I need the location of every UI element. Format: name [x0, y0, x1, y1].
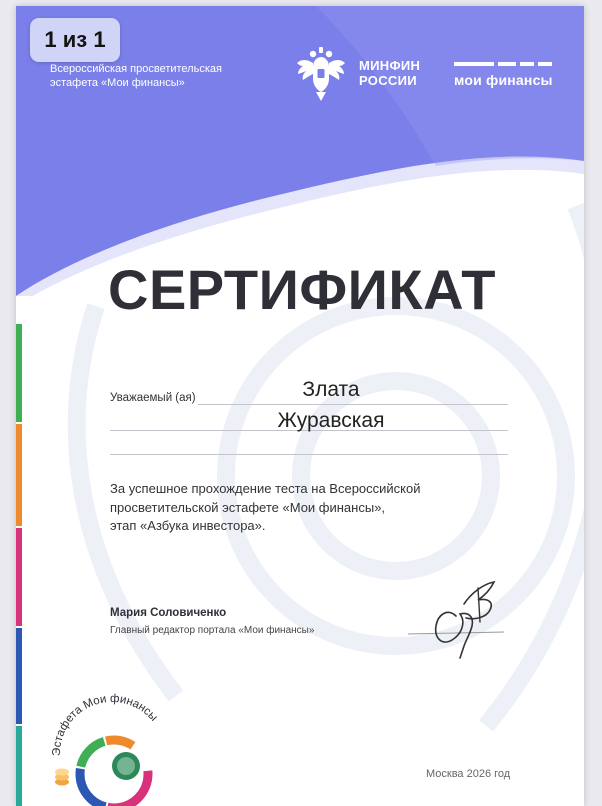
svg-text:Эстафета Мои финансы: Эстафета Мои финансы: [50, 692, 160, 757]
page-counter-badge: 1 из 1: [30, 18, 120, 62]
certificate-title: СЕРТИФИКАТ: [108, 258, 496, 321]
signer-role: Главный редактор портала «Мои финансы»: [110, 625, 315, 636]
body-line3: этап «Азбука инвестора».: [110, 518, 266, 533]
name-line-1: [198, 404, 508, 405]
relay-logo-icon: [38, 682, 188, 806]
side-stripe-green: [16, 324, 22, 422]
side-stripe-orange: [16, 424, 22, 526]
side-stripe-magenta: [16, 528, 22, 626]
certificate-page: [16, 6, 584, 806]
place-and-year: Москва 2026 год: [426, 768, 511, 780]
side-stripe-blue: [16, 628, 22, 724]
body-line2: просветительской эстафете «Мои финансы»,: [110, 499, 386, 515]
moi-finansy-logo-text: мои финансы: [454, 72, 553, 88]
minfin-line2: РОССИИ: [359, 73, 417, 88]
minfin-label: [359, 58, 420, 88]
recipient-last-name: Журавская: [277, 409, 385, 432]
eagle-emblem-icon: [295, 45, 347, 103]
signature-icon: [408, 574, 518, 664]
relay-header-text: [50, 62, 270, 90]
logo-bar-icon: [454, 62, 552, 66]
signer-name: Мария Соловиченко: [110, 607, 227, 619]
salutation: Уважаемый (ая): [110, 392, 196, 404]
minfin-line1: МИНФИН: [359, 58, 421, 73]
side-stripe-teal: [16, 726, 22, 806]
relay-header-line2: эстафета «Мои финансы»: [50, 77, 185, 89]
relay-header-line1: Всероссийская просветительская: [50, 63, 222, 75]
certificate-body: [110, 480, 470, 536]
recipient-first-name: Злата: [302, 378, 360, 401]
body-line1: За успешное прохождение теста на Всероссийской: [110, 481, 421, 496]
name-line-3: [110, 454, 508, 455]
